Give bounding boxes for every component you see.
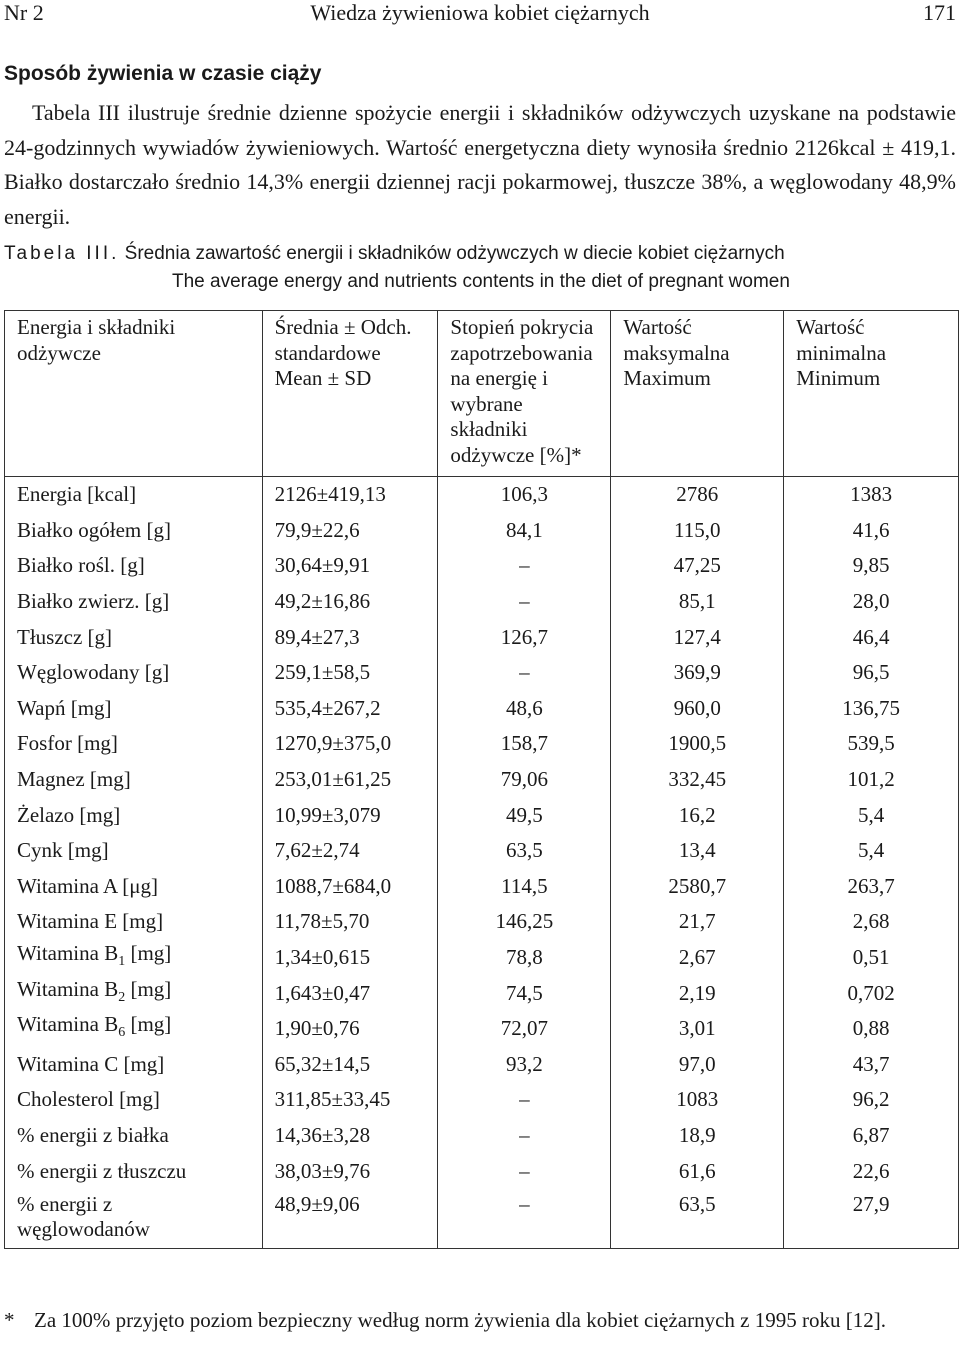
table-row <box>5 513 959 549</box>
table-cell: 1088,7±684,0 <box>262 869 438 905</box>
table-cell: 78,8 <box>438 940 611 976</box>
nutrient-name-cell: Cholesterol [mg] <box>5 1082 263 1118</box>
table-cell: 0,702 <box>784 975 959 1011</box>
table-cell: 74,5 <box>438 975 611 1011</box>
table-cell: 2126±419,13 <box>262 477 438 513</box>
nutrient-name-cell: Witamina C [mg] <box>5 1047 263 1083</box>
table-cell: 127,4 <box>611 619 784 655</box>
table-cell: 38,03±9,76 <box>262 1153 438 1189</box>
table-row <box>5 869 959 905</box>
table-cell: 101,2 <box>784 762 959 798</box>
table-cell: 253,01±61,25 <box>262 762 438 798</box>
body-paragraph <box>4 96 956 234</box>
nutrient-name-cell: Żelazo [mg] <box>5 797 263 833</box>
column-header: Wartość minimalna Minimum <box>784 311 959 477</box>
column-header: Wartość maksymalna Maximum <box>611 311 784 477</box>
table-cell: 85,1 <box>611 584 784 620</box>
issue-number: Nr 2 <box>4 0 44 25</box>
nutrient-name-cell: Witamina $B_6$ [mg] <box>5 1011 263 1047</box>
table-footnote <box>4 1306 956 1334</box>
table-cell: – <box>438 584 611 620</box>
table-row <box>5 477 959 513</box>
table-cell: 43,7 <box>784 1047 959 1083</box>
nutrient-name-cell: % energii z białka <box>5 1118 263 1154</box>
table-row <box>5 655 959 691</box>
table-row <box>5 1011 959 1047</box>
table-row <box>5 1082 959 1118</box>
page-number: 171 <box>923 0 956 25</box>
table-cell: 13,4 <box>611 833 784 869</box>
table-cell: 96,2 <box>784 1082 959 1118</box>
table-cell: 65,32±14,5 <box>262 1047 438 1083</box>
table-cell: 72,07 <box>438 1011 611 1047</box>
table-cell: 146,25 <box>438 904 611 940</box>
nutrient-name-cell: Witamina $B_2$ [mg] <box>5 975 263 1011</box>
nutrient-name-cell: Witamina A [μg] <box>5 869 263 905</box>
table-cell: 7,62±2,74 <box>262 833 438 869</box>
table-cell: 126,7 <box>438 619 611 655</box>
table-cell: 1900,5 <box>611 726 784 762</box>
table-cell: 332,45 <box>611 762 784 798</box>
table-row <box>5 904 959 940</box>
table-cell: 535,4±267,2 <box>262 691 438 727</box>
column-header: Energia i składniki odżywcze <box>5 311 263 477</box>
table-cell: 158,7 <box>438 726 611 762</box>
table-row <box>5 1153 959 1189</box>
table-row <box>5 833 959 869</box>
table-row <box>5 940 959 976</box>
table-cell: 2,19 <box>611 975 784 1011</box>
table-cell: 47,25 <box>611 548 784 584</box>
nutrient-name-cell: Białko zwierz. [g] <box>5 584 263 620</box>
table-cell: 61,6 <box>611 1153 784 1189</box>
paragraph-text: Tabela III ilustruje średnie dzienne spożycie energii i składników odżywczych uzyskane na podstawie 24-godzinnych wywiadów żywieniowych. Wartość energetyczna diety wynosiła średnio 2126kcal ± 419,1. Białko dostarczało średnio 14,3% energii dziennej racji pokarmowej, tłuszcze 38%, a węglowodany 48,9% energii. <box>4 100 956 229</box>
page-header <box>0 0 960 40</box>
table-cell: 263,7 <box>784 869 959 905</box>
table-cell: 1383 <box>784 477 959 513</box>
footnote-mark: * <box>4 1308 15 1332</box>
table-cell: 3,01 <box>611 1011 784 1047</box>
nutrients-table <box>4 310 959 1249</box>
nutrient-name-cell: Białko rośl. [g] <box>5 548 263 584</box>
table-cell: 18,9 <box>611 1118 784 1154</box>
table-cell: 96,5 <box>784 655 959 691</box>
table-cell: – <box>438 1082 611 1118</box>
table-row <box>5 797 959 833</box>
table-cell: 84,1 <box>438 513 611 549</box>
section-title: Sposób żywienia w czasie ciąży <box>4 62 322 85</box>
table-cell: 6,87 <box>784 1118 959 1154</box>
table-cell: 79,06 <box>438 762 611 798</box>
table-cell: 9,85 <box>784 548 959 584</box>
table-cell: 46,4 <box>784 619 959 655</box>
table-cell: – <box>438 655 611 691</box>
table-cell: 259,1±58,5 <box>262 655 438 691</box>
table-cell: 89,4±27,3 <box>262 619 438 655</box>
table-row <box>5 619 959 655</box>
table-cell: 97,0 <box>611 1047 784 1083</box>
table-cell: 48,9±9,06 <box>262 1189 438 1249</box>
nutrient-name-cell: Fosfor [mg] <box>5 726 263 762</box>
table-cell: 5,4 <box>784 833 959 869</box>
table-cell: 28,0 <box>784 584 959 620</box>
nutrient-name-cell: Tłuszcz [g] <box>5 619 263 655</box>
table-cell: 10,99±3,079 <box>262 797 438 833</box>
table-row <box>5 691 959 727</box>
table-cell: 539,5 <box>784 726 959 762</box>
table-cell: 1,643±0,47 <box>262 975 438 1011</box>
table-cell: 30,64±9,91 <box>262 548 438 584</box>
table-cell: 2580,7 <box>611 869 784 905</box>
table-cell: 2786 <box>611 477 784 513</box>
table-cell: 114,5 <box>438 869 611 905</box>
table-caption <box>4 240 956 296</box>
caption-polish: Średnia zawartość energii i składników odżywczych w diecie kobiet ciężarnych <box>124 243 785 264</box>
table-row <box>5 548 959 584</box>
table-cell: 1083 <box>611 1082 784 1118</box>
table-cell: 136,75 <box>784 691 959 727</box>
table-row <box>5 1118 959 1154</box>
table-cell: 21,7 <box>611 904 784 940</box>
table-cell: 2,68 <box>784 904 959 940</box>
nutrient-name-cell: Energia [kcal] <box>5 477 263 513</box>
table-cell: 14,36±3,28 <box>262 1118 438 1154</box>
table-cell: – <box>438 548 611 584</box>
nutrient-name-cell: Witamina E [mg] <box>5 904 263 940</box>
table-cell: 11,78±5,70 <box>262 904 438 940</box>
table-cell: – <box>438 1153 611 1189</box>
table-row <box>5 1189 959 1249</box>
table-cell: 115,0 <box>611 513 784 549</box>
table-cell: 49,5 <box>438 797 611 833</box>
table-cell: 93,2 <box>438 1047 611 1083</box>
table-cell: 1270,9±375,0 <box>262 726 438 762</box>
nutrient-name-cell: Cynk [mg] <box>5 833 263 869</box>
table-cell: 79,9±22,6 <box>262 513 438 549</box>
table-cell: 311,85±33,45 <box>262 1082 438 1118</box>
nutrient-name-cell: Węglowodany [g] <box>5 655 263 691</box>
table-header-row <box>5 311 959 477</box>
column-header: Stopień pokrycia zapotrzebowania na energię i wybrane składniki odżywcze [%]* <box>438 311 611 477</box>
table-cell: 5,4 <box>784 797 959 833</box>
table-cell: 22,6 <box>784 1153 959 1189</box>
table-row <box>5 1047 959 1083</box>
nutrient-name-cell: % energii z tłuszczu <box>5 1153 263 1189</box>
table-row <box>5 726 959 762</box>
table-cell: 27,9 <box>784 1189 959 1249</box>
table-row <box>5 762 959 798</box>
caption-english: The average energy and nutrients contents in the diet of pregnant women <box>172 271 790 292</box>
footnote-text: Za 100% przyjęto poziom bezpieczny według norm żywienia dla kobiet ciężarnych z 1995 roku [12]. <box>34 1308 886 1332</box>
table-cell: 41,6 <box>784 513 959 549</box>
nutrient-name-cell: Białko ogółem [g] <box>5 513 263 549</box>
table-cell: 369,9 <box>611 655 784 691</box>
table-cell: – <box>438 1118 611 1154</box>
column-header: Średnia ± Odch. standardowe Mean ± SD <box>262 311 438 477</box>
table-cell: – <box>438 1189 611 1249</box>
table-row <box>5 584 959 620</box>
table-cell: 16,2 <box>611 797 784 833</box>
table-cell: 48,6 <box>438 691 611 727</box>
table-cell: 63,5 <box>611 1189 784 1249</box>
nutrient-name-cell: Wapń [mg] <box>5 691 263 727</box>
table-cell: 63,5 <box>438 833 611 869</box>
nutrient-name-cell: Magnez [mg] <box>5 762 263 798</box>
table-cell: 0,51 <box>784 940 959 976</box>
table-cell: 960,0 <box>611 691 784 727</box>
table-cell: 1,90±0,76 <box>262 1011 438 1047</box>
table-cell: 0,88 <box>784 1011 959 1047</box>
table-cell: 49,2±16,86 <box>262 584 438 620</box>
table-cell: 1,34±0,615 <box>262 940 438 976</box>
table-cell: 106,3 <box>438 477 611 513</box>
running-title: Wiedza żywieniowa kobiet ciężarnych <box>310 0 650 25</box>
nutrient-name-cell: % energii z węglowodanów <box>5 1189 263 1249</box>
table-row <box>5 975 959 1011</box>
table-label: Tabela III. <box>4 243 120 264</box>
nutrient-name-cell: Witamina $B_1$ [mg] <box>5 940 263 976</box>
table-cell: 2,67 <box>611 940 784 976</box>
